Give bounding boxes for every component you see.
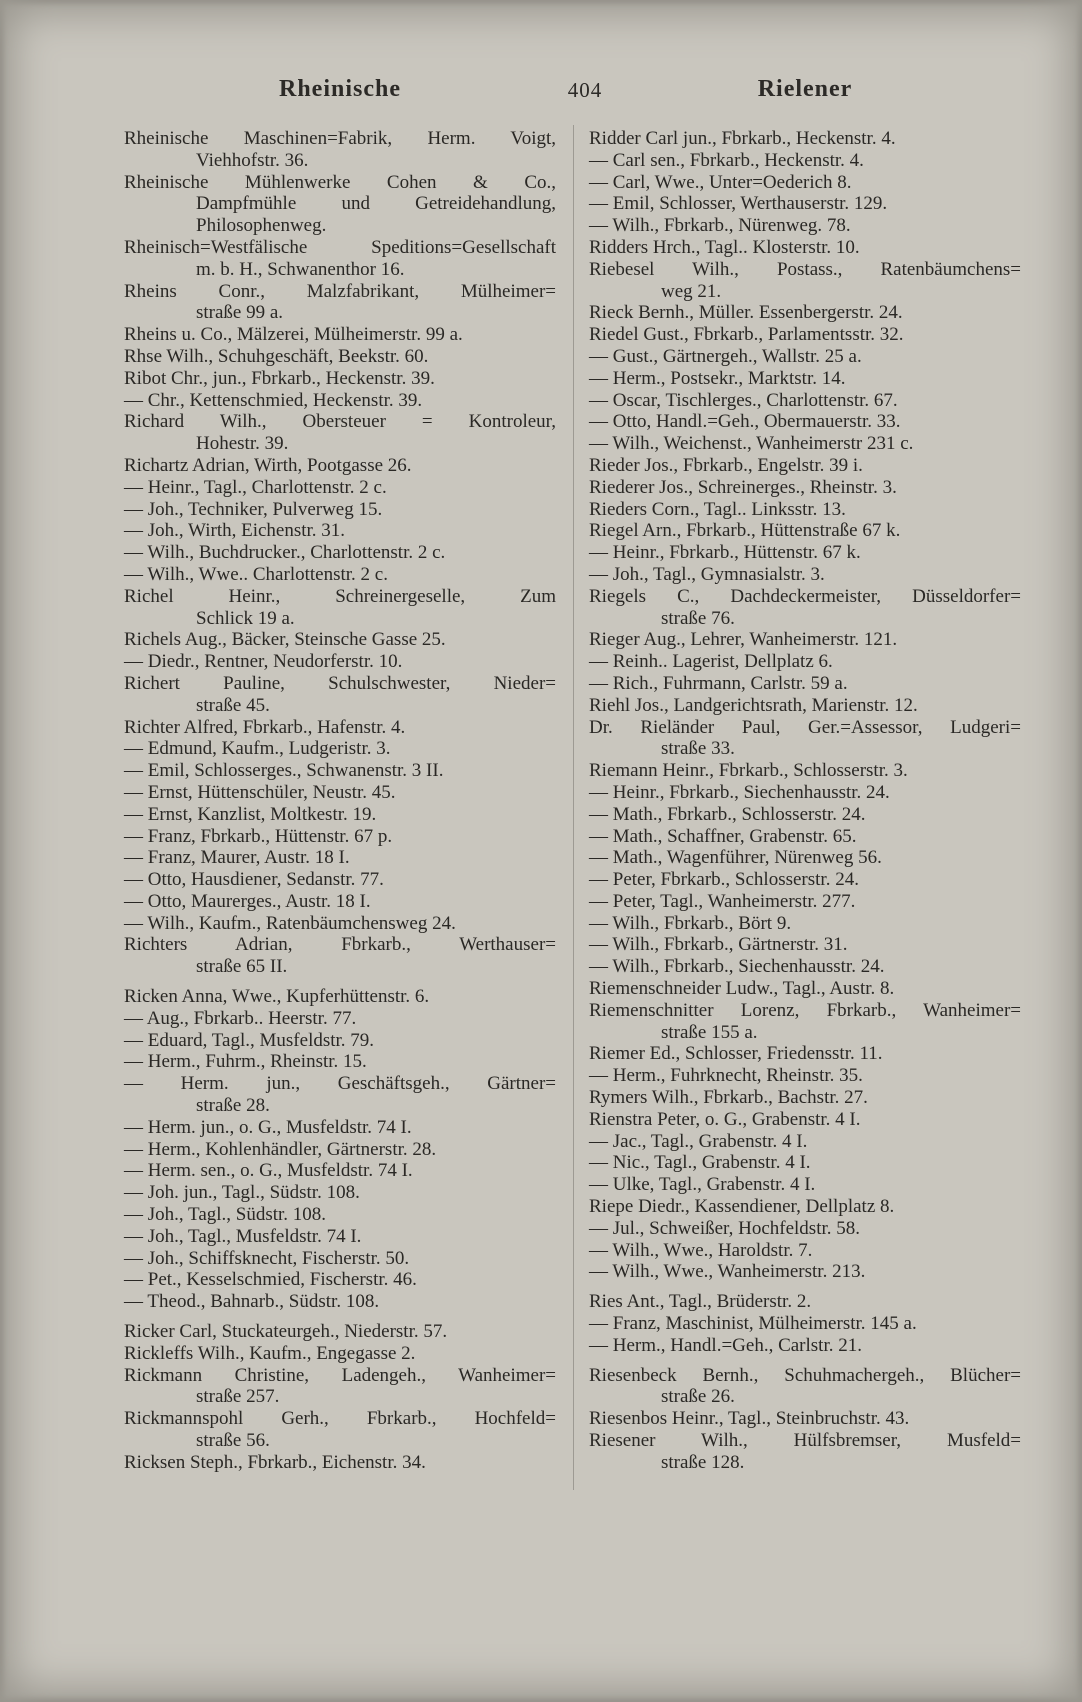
entry-line: — Peter, Tagl., Wanheimerstr. 277. xyxy=(589,890,856,912)
directory-entry xyxy=(589,477,1021,499)
entry-line: — Ernst, Kanzlist, Moltkestr. 19. xyxy=(124,803,377,825)
entry-continuation: Dampfmühle und Getreidehandlung, xyxy=(196,193,556,215)
entry-line: Riegels C., Dachdeckermeister, Düsseldorfer= xyxy=(589,585,1021,607)
entry-continuation: straße 128. xyxy=(661,1451,745,1473)
entry-continuation: weg 21. xyxy=(661,280,722,302)
left-column xyxy=(124,128,556,1474)
directory-entry xyxy=(589,1196,1021,1218)
directory-entry xyxy=(124,542,556,564)
entry-line: — Pet., Kesselschmied, Fischerstr. 46. xyxy=(124,1269,417,1291)
directory-entry xyxy=(124,869,556,891)
directory-entry xyxy=(589,1430,1021,1474)
entry-line: Richartz Adrian, Wirth, Pootgasse 26. xyxy=(124,454,412,476)
entry-line: Rickleffs Wilh., Kaufm., Engegasse 2. xyxy=(124,1342,416,1364)
directory-entry xyxy=(124,1226,556,1248)
directory-entry xyxy=(589,1131,1021,1153)
entry-line: Rheinische Mühlenwerke Cohen & Co., xyxy=(124,171,556,193)
directory-entry xyxy=(589,826,1021,848)
directory-entry xyxy=(124,1160,556,1182)
entry-line: — Franz, Fbrkarb., Hüttenstr. 67 p. xyxy=(124,825,393,847)
entry-line: — Carl, Wwe., Unter=Oederich 8. xyxy=(589,171,852,193)
entry-continuation: straße 26. xyxy=(661,1386,735,1408)
directory-entry xyxy=(589,586,1021,630)
directory-entry xyxy=(124,986,556,1008)
directory-entry xyxy=(124,913,556,935)
entry-continuation: m. b. H., Schwanenthor 16. xyxy=(196,258,405,280)
directory-entry xyxy=(589,1291,1021,1313)
directory-entry xyxy=(589,869,1021,891)
entry-line: Rymers Wilh., Fbrkarb., Bachstr. 27. xyxy=(589,1087,868,1109)
entry-line: — Herm. sen., o. G., Musfeldstr. 74 I. xyxy=(124,1160,413,1182)
directory-entry xyxy=(589,215,1021,237)
entry-line: — Herm. jun., Geschäftsgeh., Gärtner= xyxy=(124,1073,556,1095)
right-column xyxy=(589,128,1021,1474)
entry-line: — Chr., Kettenschmied, Heckenstr. 39. xyxy=(124,389,423,411)
entry-line: — Joh. jun., Tagl., Südstr. 108. xyxy=(124,1182,360,1204)
entry-line: — Ernst, Hüttenschüler, Neustr. 45. xyxy=(124,781,396,803)
entry-line: Rieger Aug., Lehrer, Wanheimerstr. 121. xyxy=(589,629,898,651)
directory-entry xyxy=(589,433,1021,455)
entry-line: — Herm., Kohlenhändler, Gärtnerstr. 28. xyxy=(124,1138,437,1160)
directory-entry xyxy=(124,826,556,848)
entry-continuation: straße 45. xyxy=(196,694,270,716)
directory-entry xyxy=(589,1335,1021,1357)
entry-line: Richter Alfred, Fbrkarb., Hafenstr. 4. xyxy=(124,716,406,738)
entry-line: — Wilh., Buchdrucker., Charlottenstr. 2 c. xyxy=(124,542,446,564)
entry-line: Ricker Carl, Stuckateurgeh., Niederstr. 57. xyxy=(124,1321,448,1343)
entry-line: Riesenbeck Bernh., Schuhmachergeh., Blücher= xyxy=(589,1364,1021,1386)
entry-line: Rienstra Peter, o. G., Grabenstr. 4 I. xyxy=(589,1108,861,1130)
directory-entry xyxy=(124,1117,556,1139)
entry-line: Ridders Hrch., Tagl.. Klosterstr. 10. xyxy=(589,236,860,258)
directory-entry xyxy=(124,934,556,978)
entry-line: — Franz, Maurer, Austr. 18 I. xyxy=(124,847,350,869)
directory-entry xyxy=(589,368,1021,390)
directory-entry xyxy=(589,1365,1021,1409)
entry-line: Rheinisch=Westfälische Speditions=Gesellschaft xyxy=(124,236,556,258)
directory-entry xyxy=(124,237,556,281)
entry-line: — Wilh., Fbrkarb., Siechenhausstr. 24. xyxy=(589,956,885,978)
directory-entry xyxy=(124,651,556,673)
directory-entry xyxy=(124,128,556,172)
directory-entry xyxy=(589,390,1021,412)
directory-entry xyxy=(124,1408,556,1452)
entry-line: Rheins u. Co., Mälzerei, Mülheimerstr. 99 a. xyxy=(124,324,463,346)
entry-line: — Herm. jun., o. G., Musfeldstr. 74 I. xyxy=(124,1116,412,1138)
directory-entry xyxy=(124,891,556,913)
entry-line: Riepe Diedr., Kassendiener, Dellplatz 8. xyxy=(589,1196,895,1218)
entry-line: — Peter, Fbrkarb., Schlosserstr. 24. xyxy=(589,869,859,891)
entry-line: Riesenbos Heinr., Tagl., Steinbruchstr. 43. xyxy=(589,1408,910,1430)
entry-line: — Jul., Schweißer, Hochfeldstr. 58. xyxy=(589,1217,861,1239)
entry-line: — Math., Schaffner, Grabenstr. 65. xyxy=(589,825,857,847)
directory-entry xyxy=(124,1269,556,1291)
entry-line: — Reinh.. Lagerist, Dellplatz 6. xyxy=(589,651,833,673)
entry-line: — Wilh., Fbrkarb., Bört 9. xyxy=(589,912,792,934)
directory-entry xyxy=(124,1248,556,1270)
directory-entry xyxy=(124,1343,556,1365)
entry-line: — Joh., Tagl., Gymnasialstr. 3. xyxy=(589,563,825,585)
directory-entry xyxy=(124,368,556,390)
directory-entry xyxy=(589,804,1021,826)
directory-entry xyxy=(589,520,1021,542)
entry-line: — Jac., Tagl., Grabenstr. 4 I. xyxy=(589,1130,808,1152)
directory-entry xyxy=(124,1204,556,1226)
directory-entry xyxy=(124,477,556,499)
entry-line: Riedel Gust., Fbrkarb., Parlamentsstr. 32. xyxy=(589,324,904,346)
directory-entry xyxy=(589,717,1021,761)
directory-entry xyxy=(124,1030,556,1052)
entry-line: — Herm., Fuhrknecht, Rheinstr. 35. xyxy=(589,1065,863,1087)
entry-line: Rhse Wilh., Schuhgeschäft, Beekstr. 60. xyxy=(124,345,429,367)
entry-line: Rieder Jos., Fbrkarb., Engelstr. 39 i. xyxy=(589,454,863,476)
entry-line: Riemer Ed., Schlosser, Friedensstr. 11. xyxy=(589,1043,883,1065)
entry-line: Rickmann Christine, Ladengeh., Wanheimer= xyxy=(124,1364,556,1386)
directory-entry xyxy=(589,324,1021,346)
directory-entry xyxy=(124,499,556,521)
entry-line: Riemenschneider Ludw., Tagl., Austr. 8. xyxy=(589,978,895,1000)
directory-entry xyxy=(589,302,1021,324)
directory-entry xyxy=(124,760,556,782)
entry-line: Riebesel Wilh., Postass., Ratenbäumchens= xyxy=(589,258,1021,280)
entry-line: — Carl sen., Fbrkarb., Heckenstr. 4. xyxy=(589,149,864,171)
entry-line: — Herm., Handl.=Geh., Carlstr. 21. xyxy=(589,1334,862,1356)
entry-line: Richard Wilh., Obersteuer = Kontroleur, xyxy=(124,411,556,433)
entry-line: — Aug., Fbrkarb.. Heerstr. 77. xyxy=(124,1007,357,1029)
entry-line: Rieders Corn., Tagl.. Linksstr. 13. xyxy=(589,498,846,520)
directory-entry xyxy=(124,390,556,412)
entry-line: — Edmund, Kaufm., Ludgeristr. 3. xyxy=(124,738,391,760)
directory-entry xyxy=(124,520,556,542)
entry-line: — Theod., Bahnarb., Südstr. 108. xyxy=(124,1291,380,1313)
page-number: 404 xyxy=(567,78,603,102)
directory-entry xyxy=(124,1365,556,1409)
entry-line: Rheinische Maschinen=Fabrik, Herm. Voigt, xyxy=(124,128,556,149)
directory-entry xyxy=(589,913,1021,935)
directory-entry xyxy=(589,1087,1021,1109)
entry-continuation: straße 33. xyxy=(661,738,735,760)
directory-entry xyxy=(124,281,556,325)
entry-continuation: straße 99 a. xyxy=(196,302,284,324)
directory-entry xyxy=(589,237,1021,259)
entry-line: — Wilh., Kaufm., Ratenbäumchensweg 24. xyxy=(124,912,456,934)
directory-entry xyxy=(124,804,556,826)
entry-line: Riegel Arn., Fbrkarb., Hüttenstraße 67 k. xyxy=(589,520,901,542)
entry-line: — Wilh., Weichenst., Wanheimerstr 231 c. xyxy=(589,433,914,455)
directory-entry xyxy=(124,738,556,760)
entry-line: — Wilh., Wwe., Wanheimerstr. 213. xyxy=(589,1261,866,1283)
entry-line: — Joh., Techniker, Pulverweg 15. xyxy=(124,498,383,520)
entry-line: Ricksen Steph., Fbrkarb., Eichenstr. 34. xyxy=(124,1451,426,1473)
directory-entry xyxy=(124,586,556,630)
entry-continuation: Viehhofstr. 36. xyxy=(196,149,309,171)
directory-entry xyxy=(124,1452,556,1474)
directory-entry xyxy=(124,1008,556,1030)
entry-line: — Joh., Schiffsknecht, Fischerstr. 50. xyxy=(124,1247,410,1269)
entry-line: — Franz, Maschinist, Mülheimerstr. 145 a. xyxy=(589,1313,917,1335)
directory-entry xyxy=(124,1073,556,1117)
directory-entry xyxy=(589,259,1021,303)
entry-line: Ricken Anna, Wwe., Kupferhüttenstr. 6. xyxy=(124,986,430,1008)
entry-continuation: straße 28. xyxy=(196,1095,270,1117)
entry-line: — Herm., Postsekr., Marktstr. 14. xyxy=(589,367,846,389)
directory-entry xyxy=(589,1152,1021,1174)
entry-line: — Herm., Fuhrm., Rheinstr. 15. xyxy=(124,1051,367,1073)
entry-line: — Wilh., Fbrkarb., Nürenweg. 78. xyxy=(589,215,851,237)
directory-entry xyxy=(124,346,556,368)
entry-continuation: straße 257. xyxy=(196,1386,280,1408)
entry-continuation: straße 65 II. xyxy=(196,956,288,978)
directory-entry xyxy=(589,150,1021,172)
directory-entry xyxy=(589,1109,1021,1131)
directory-entry xyxy=(124,629,556,651)
directory-entry xyxy=(589,891,1021,913)
directory-entry xyxy=(124,847,556,869)
entry-line: — Ulke, Tagl., Grabenstr. 4 I. xyxy=(589,1174,816,1196)
entry-line: — Otto, Handl.=Geh., Obermauerstr. 33. xyxy=(589,411,901,433)
entry-continuation: Schlick 19 a. xyxy=(196,607,295,629)
entry-line: Ries Ant., Tagl., Brüderstr. 2. xyxy=(589,1291,812,1313)
entry-continuation: Philosophenweg. xyxy=(196,215,327,237)
entry-line: Richters Adrian, Fbrkarb., Werthauser= xyxy=(124,934,556,956)
entry-line: — Heinr., Tagl., Charlottenstr. 2 c. xyxy=(124,476,387,498)
entry-continuation: straße 56. xyxy=(196,1430,270,1452)
column-divider xyxy=(573,125,574,1490)
directory-entry xyxy=(589,346,1021,368)
entry-continuation: straße 155 a. xyxy=(661,1021,758,1043)
directory-entry xyxy=(589,673,1021,695)
entry-line: Rickmannspohl Gerh., Fbrkarb., Hochfeld= xyxy=(124,1408,556,1430)
directory-entry xyxy=(124,564,556,586)
directory-entry xyxy=(124,1051,556,1073)
entry-continuation: straße 76. xyxy=(661,607,735,629)
directory-entry xyxy=(589,629,1021,651)
directory-entry xyxy=(124,782,556,804)
directory-entry xyxy=(589,1313,1021,1335)
directory-entry xyxy=(589,455,1021,477)
entry-line: Rheins Conr., Malzfabrikant, Mülheimer= xyxy=(124,280,556,302)
entry-line: — Wilh., Wwe.. Charlottenstr. 2 c. xyxy=(124,563,388,585)
directory-entry xyxy=(589,499,1021,521)
entry-line: Riesener Wilh., Hülfsbremser, Musfeld= xyxy=(589,1430,1021,1452)
entry-line: Richert Pauline, Schulschwester, Nieder= xyxy=(124,672,556,694)
directory-entry xyxy=(589,1065,1021,1087)
directory-entry xyxy=(589,1043,1021,1065)
directory-entry xyxy=(589,1408,1021,1430)
directory-entry xyxy=(124,1139,556,1161)
entry-line: — Heinr., Fbrkarb., Siechenhausstr. 24. xyxy=(589,781,890,803)
directory-entry xyxy=(589,978,1021,1000)
entry-line: Ridder Carl jun., Fbrkarb., Heckenstr. 4. xyxy=(589,128,896,149)
directory-entry xyxy=(589,760,1021,782)
directory-entry xyxy=(589,782,1021,804)
directory-entry xyxy=(589,847,1021,869)
directory-entry xyxy=(124,1321,556,1343)
entry-line: — Otto, Hausdiener, Sedanstr. 77. xyxy=(124,869,384,891)
directory-entry xyxy=(124,1291,556,1313)
directory-entry xyxy=(124,1182,556,1204)
directory-entry xyxy=(589,172,1021,194)
directory-entry xyxy=(589,1218,1021,1240)
entry-line: — Diedr., Rentner, Neudorferstr. 10. xyxy=(124,651,403,673)
running-head-right: Rielener xyxy=(757,76,853,102)
entry-line: — Joh., Tagl., Musfeldstr. 74 I. xyxy=(124,1225,362,1247)
entry-line: — Nic., Tagl., Grabenstr. 4 I. xyxy=(589,1152,811,1174)
directory-entry xyxy=(589,1174,1021,1196)
directory-entry xyxy=(124,411,556,455)
directory-entry xyxy=(124,172,556,237)
entry-line: — Emil, Schlosserges., Schwanenstr. 3 II. xyxy=(124,760,444,782)
entry-line: — Emil, Schlosser, Werthauserstr. 129. xyxy=(589,193,888,215)
entry-line: — Eduard, Tagl., Musfeldstr. 79. xyxy=(124,1029,375,1051)
entry-line: — Oscar, Tischlerges., Charlottenstr. 67. xyxy=(589,389,898,411)
entry-line: Ribot Chr., jun., Fbrkarb., Heckenstr. 39. xyxy=(124,367,435,389)
entry-continuation: Hohestr. 39. xyxy=(196,433,289,455)
entry-line: — Joh., Tagl., Südstr. 108. xyxy=(124,1204,327,1226)
entry-line: Riehl Jos., Landgerichtsrath, Marienstr. 12. xyxy=(589,694,918,716)
directory-entry xyxy=(589,128,1021,150)
entry-line: Richel Heinr., Schreinergeselle, Zum xyxy=(124,585,556,607)
directory-entry xyxy=(589,695,1021,717)
directory-entry xyxy=(589,934,1021,956)
entry-line: Richels Aug., Bäcker, Steinsche Gasse 25. xyxy=(124,629,446,651)
directory-entry xyxy=(124,717,556,739)
directory-entry xyxy=(124,324,556,346)
directory-entry xyxy=(589,651,1021,673)
entry-line: — Rich., Fuhrmann, Carlstr. 59 a. xyxy=(589,672,848,694)
running-head-left: Rheinische xyxy=(278,76,401,102)
entry-line: Riemann Heinr., Fbrkarb., Schlosserstr. 3. xyxy=(589,760,908,782)
entry-line: — Wilh., Wwe., Haroldstr. 7. xyxy=(589,1239,813,1261)
entry-line: — Wilh., Fbrkarb., Gärtnerstr. 31. xyxy=(589,934,848,956)
directory-entry xyxy=(589,193,1021,215)
directory-entry xyxy=(589,1240,1021,1262)
entry-line: — Otto, Maurerges., Austr. 18 I. xyxy=(124,890,371,912)
entry-line: — Joh., Wirth, Eichenstr. 31. xyxy=(124,520,346,542)
entry-line: — Gust., Gärtnergeh., Wallstr. 25 a. xyxy=(589,345,862,367)
entry-line: — Heinr., Fbrkarb., Hüttenstr. 67 k. xyxy=(589,542,861,564)
entry-line: Riemenschnitter Lorenz, Fbrkarb., Wanheimer= xyxy=(589,999,1021,1021)
directory-entry xyxy=(589,542,1021,564)
directory-entry xyxy=(589,1261,1021,1283)
entry-line: — Math., Fbrkarb., Schlosserstr. 24. xyxy=(589,803,866,825)
directory-entry xyxy=(589,956,1021,978)
directory-entry xyxy=(124,455,556,477)
directory-entry xyxy=(589,1000,1021,1044)
directory-entry xyxy=(589,411,1021,433)
entry-line: Riederer Jos., Schreinerges., Rheinstr. 3. xyxy=(589,476,897,498)
entry-line: Dr. Rieländer Paul, Ger.=Assessor, Ludgeri= xyxy=(589,716,1021,738)
directory-entry xyxy=(589,564,1021,586)
entry-line: — Math., Wagenführer, Nürenweg 56. xyxy=(589,847,882,869)
entry-line: Rieck Bernh., Müller. Essenbergerstr. 24. xyxy=(589,302,903,324)
directory-entry xyxy=(124,673,556,717)
